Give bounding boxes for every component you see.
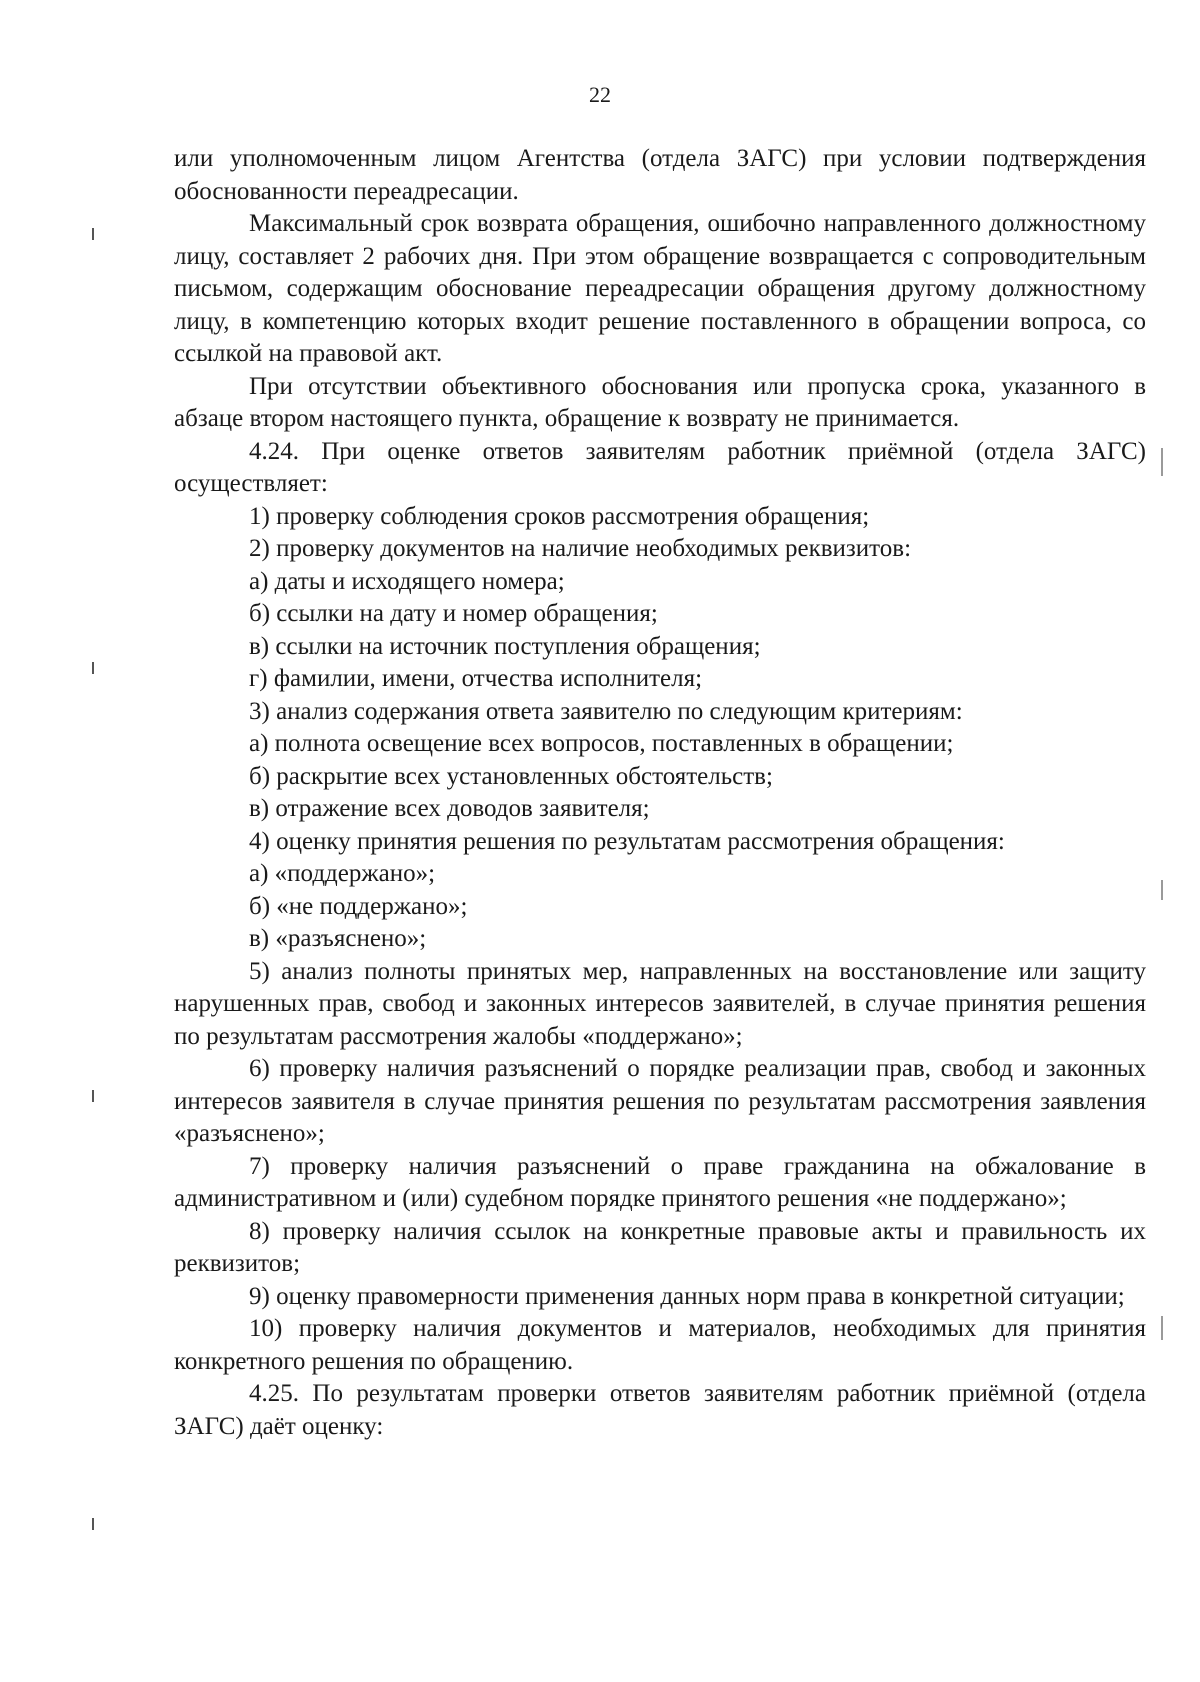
paragraph: в) ссылки на источник поступления обращения; xyxy=(249,632,761,660)
paragraph: 3) анализ содержания ответа заявителю по следующим критериям: xyxy=(249,697,963,725)
paragraph: 5) анализ полноты принятых мер, направленных на восстановление или защиту нарушенных прав, свобод и законных интересов заявителей, в случае принятия решения по результатам рассмотрения жалобы «поддержано»; xyxy=(174,957,1146,1050)
binding-hole-mark xyxy=(92,228,94,240)
paragraph: 6) проверку наличия разъяснений о порядке реализации прав, свобод и законных интересов заявителя в случае принятия решения по результатам рассмотрения заявления «разъяснено»; xyxy=(174,1055,1146,1147)
binding-hole-mark xyxy=(92,1518,94,1530)
paragraph: б) ссылки на дату и номер обращения; xyxy=(249,600,658,627)
paragraph: 8) проверку наличия ссылок на конкретные правовые акты и правильность их реквизитов; xyxy=(174,1217,1146,1277)
page-number: 22 xyxy=(589,82,611,107)
paragraph: 4.25. По результатам проверки ответов заявителям работник приёмной (отдела ЗАГС) даёт оценку: xyxy=(174,1380,1146,1440)
paragraph: г) фамилии, имени, отчества исполнителя; xyxy=(249,665,703,692)
paragraph: 2) проверку документов на наличие необходимых реквизитов: xyxy=(249,535,912,562)
scan-edge-mark xyxy=(1161,880,1163,900)
paragraph: 7) проверку наличия разъяснений о праве гражданина на обжалование в административном и (или) судебном порядке принятого решения «не поддержано»; xyxy=(174,1152,1146,1212)
paragraph: Максимальный срок возврата обращения, ошибочно направленного должностному лицу, составляет 2 рабочих дня. При этом обращение возвращается с сопроводительным письмом, содержащим обоснование переадресации обращения другому должностному лицу, в компетенцию которых входит решение поставленного в обращении вопроса, со ссылкой на правовой акт. xyxy=(174,210,1146,367)
paragraph: или уполномоченным лицом Агентства (отдела ЗАГС) при условии подтверждения обоснованности переадресации. xyxy=(174,145,1146,205)
paragraph: б) «не поддержано»; xyxy=(249,892,468,920)
paragraph: 9) оценку правомерности применения данных норм права в конкретной ситуации; xyxy=(249,1282,1125,1310)
paragraph: в) «разъяснено»; xyxy=(249,925,427,952)
binding-hole-mark xyxy=(92,1090,94,1102)
paragraph: При отсутствии объективного обоснования или пропуска срока, указанного в абзаце втором настоящего пункта, обращение к возврату не принимается. xyxy=(174,372,1146,432)
paragraph: 4) оценку принятия решения по результатам рассмотрения обращения: xyxy=(249,827,1005,855)
binding-hole-mark xyxy=(92,662,94,674)
paragraph: 1) проверку соблюдения сроков рассмотрения обращения; xyxy=(249,502,870,530)
paragraph: а) «поддержано»; xyxy=(249,860,436,887)
paragraph: а) полнота освещение всех вопросов, поставленных в обращении; xyxy=(249,730,954,757)
paragraph: 4.24. При оценке ответов заявителям работник приёмной (отдела ЗАГС) осуществляет: xyxy=(174,437,1146,497)
paragraph: в) отражение всех доводов заявителя; xyxy=(249,795,650,822)
scan-edge-mark xyxy=(1161,1316,1163,1340)
scan-edge-mark xyxy=(1161,448,1163,476)
paragraph: а) даты и исходящего номера; xyxy=(249,567,565,595)
document-body xyxy=(174,143,1146,1443)
paragraph: 10) проверку наличия документов и материалов, необходимых для принятия конкретного решения по обращению. xyxy=(174,1315,1146,1375)
paragraph: б) раскрытие всех установленных обстоятельств; xyxy=(249,762,773,790)
